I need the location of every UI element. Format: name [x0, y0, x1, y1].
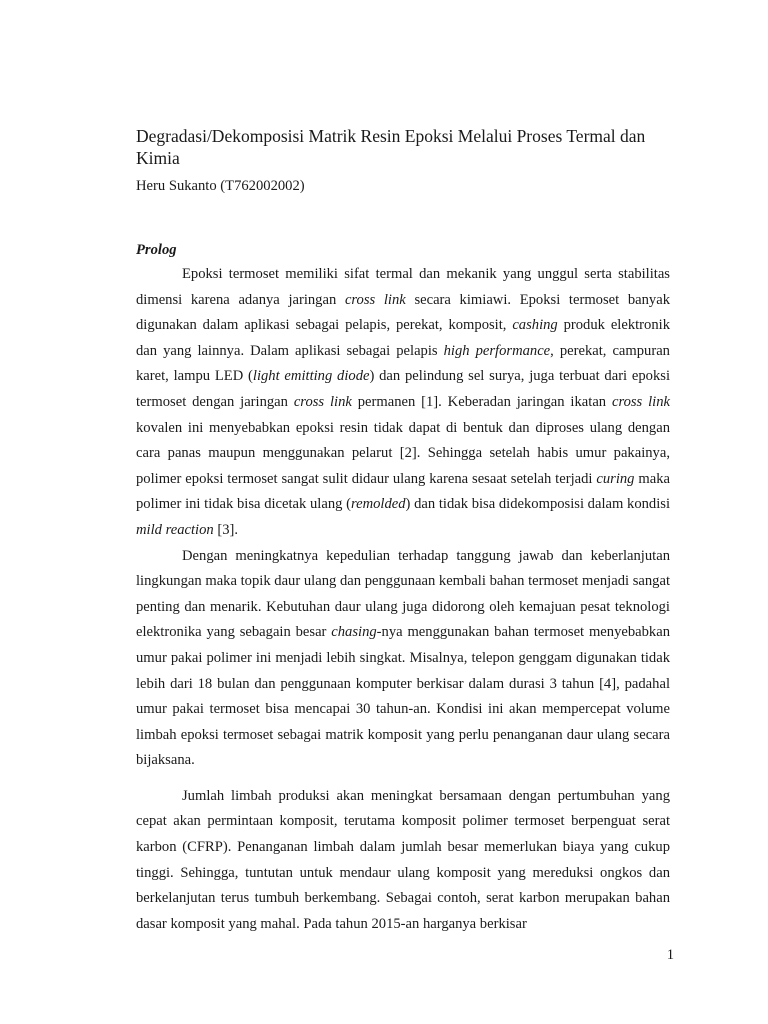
italic-term: cashing: [512, 317, 558, 334]
italic-term: cross link: [293, 393, 352, 410]
italic-term: curing: [596, 470, 635, 487]
body-text: [136, 262, 670, 937]
page-number: 1: [666, 947, 674, 963]
italic-term: cross link: [344, 291, 406, 308]
italic-term: chasing: [331, 624, 377, 641]
italic-term: remolded: [350, 496, 406, 513]
italic-term: light emitting diode: [252, 368, 370, 385]
italic-term: cross link: [611, 393, 670, 410]
paragraph-3: Jumlah limbah produksi akan meningkat bersamaan dengan pertumbuhan yang cepat akan permintaan komposit, terutama komposit polimer termoset berpenguat serat karbon (CFRP). Penanganan limbah dalam jumlah besar memerlukan biaya yang cukup tinggi. Sehingga, tuntutan untuk mendaur ulang komposit yang mereduksi ongkos dan berkelanjutan terus tumbuh berkembang. Sebagai contoh, serat karbon merupakan bahan dasar komposit yang mahal. Pada tahun 2015-an harganya berkisar: [136, 787, 670, 932]
paragraph-1: Epoksi termoset memiliki sifat termal dan mekanik yang unggul serta stabilitas dimensi karena adanya jaringan cross link secara kimiawi. Epoksi termoset banyak digunakan dalam aplikasi sebagai pelapis, perekat, komposit, cashing produk elektronik dan yang lainnya. Dalam aplikasi sebagai pelapis high performance, perekat, campuran karet, lampu LED (light emitting diode) dan pelindung sel surya, juga terbuat dari epoksi termoset dengan jaringan cross link permanen [1]. Keberadan jaringan ikatan cross link kovalen ini menyebabkan epoksi resin tidak dapat di bentuk dan diproses ulang dengan cara panas maupun menggunakan pelarut [2]. Sehingga setelah habis umur pakainya, polimer epoksi termoset sangat sulit didaur ulang karena sesaat setelah terjadi curing maka polimer ini tidak bisa dicetak ulang (remolded) dan tidak bisa didekomposisi dalam kondisi mild reaction [3].: [136, 266, 670, 538]
author-line: Heru Sukanto (T762002002): [136, 178, 305, 194]
italic-term: high performance: [443, 342, 551, 359]
italic-term: mild reaction: [136, 521, 214, 538]
section-heading: Prolog: [136, 242, 177, 258]
document-title: Degradasi/Dekomposisi Matrik Resin Epoksi Melalui Proses Termal dan Kimia: [136, 126, 646, 168]
paragraph-2: Dengan meningkatnya kepedulian terhadap tanggung jawab dan keberlanjutan lingkungan maka topik daur ulang dan penggunaan kembali bahan termoset menjadi sangat penting dan menarik. Kebutuhan daur ulang juga didorong oleh kemajuan pesat teknologi elektronika yang sebagain besar chasing-nya menggunakan bahan termoset menyebabkan umur pakai polimer ini menjadi lebih singkat. Misalnya, telepon genggam digunakan tidak lebih dari 18 bulan dan penggunaan komputer berkisar dalam durasi 3 tahun [4], padahal umur pakai termoset bisa mencapai 30 tahun-an. Kondisi ini akan mempercepat volume limbah epoksi termoset sebagai matrik komposit yang perlu penanganan daur ulang secara bijaksana.: [136, 547, 671, 769]
